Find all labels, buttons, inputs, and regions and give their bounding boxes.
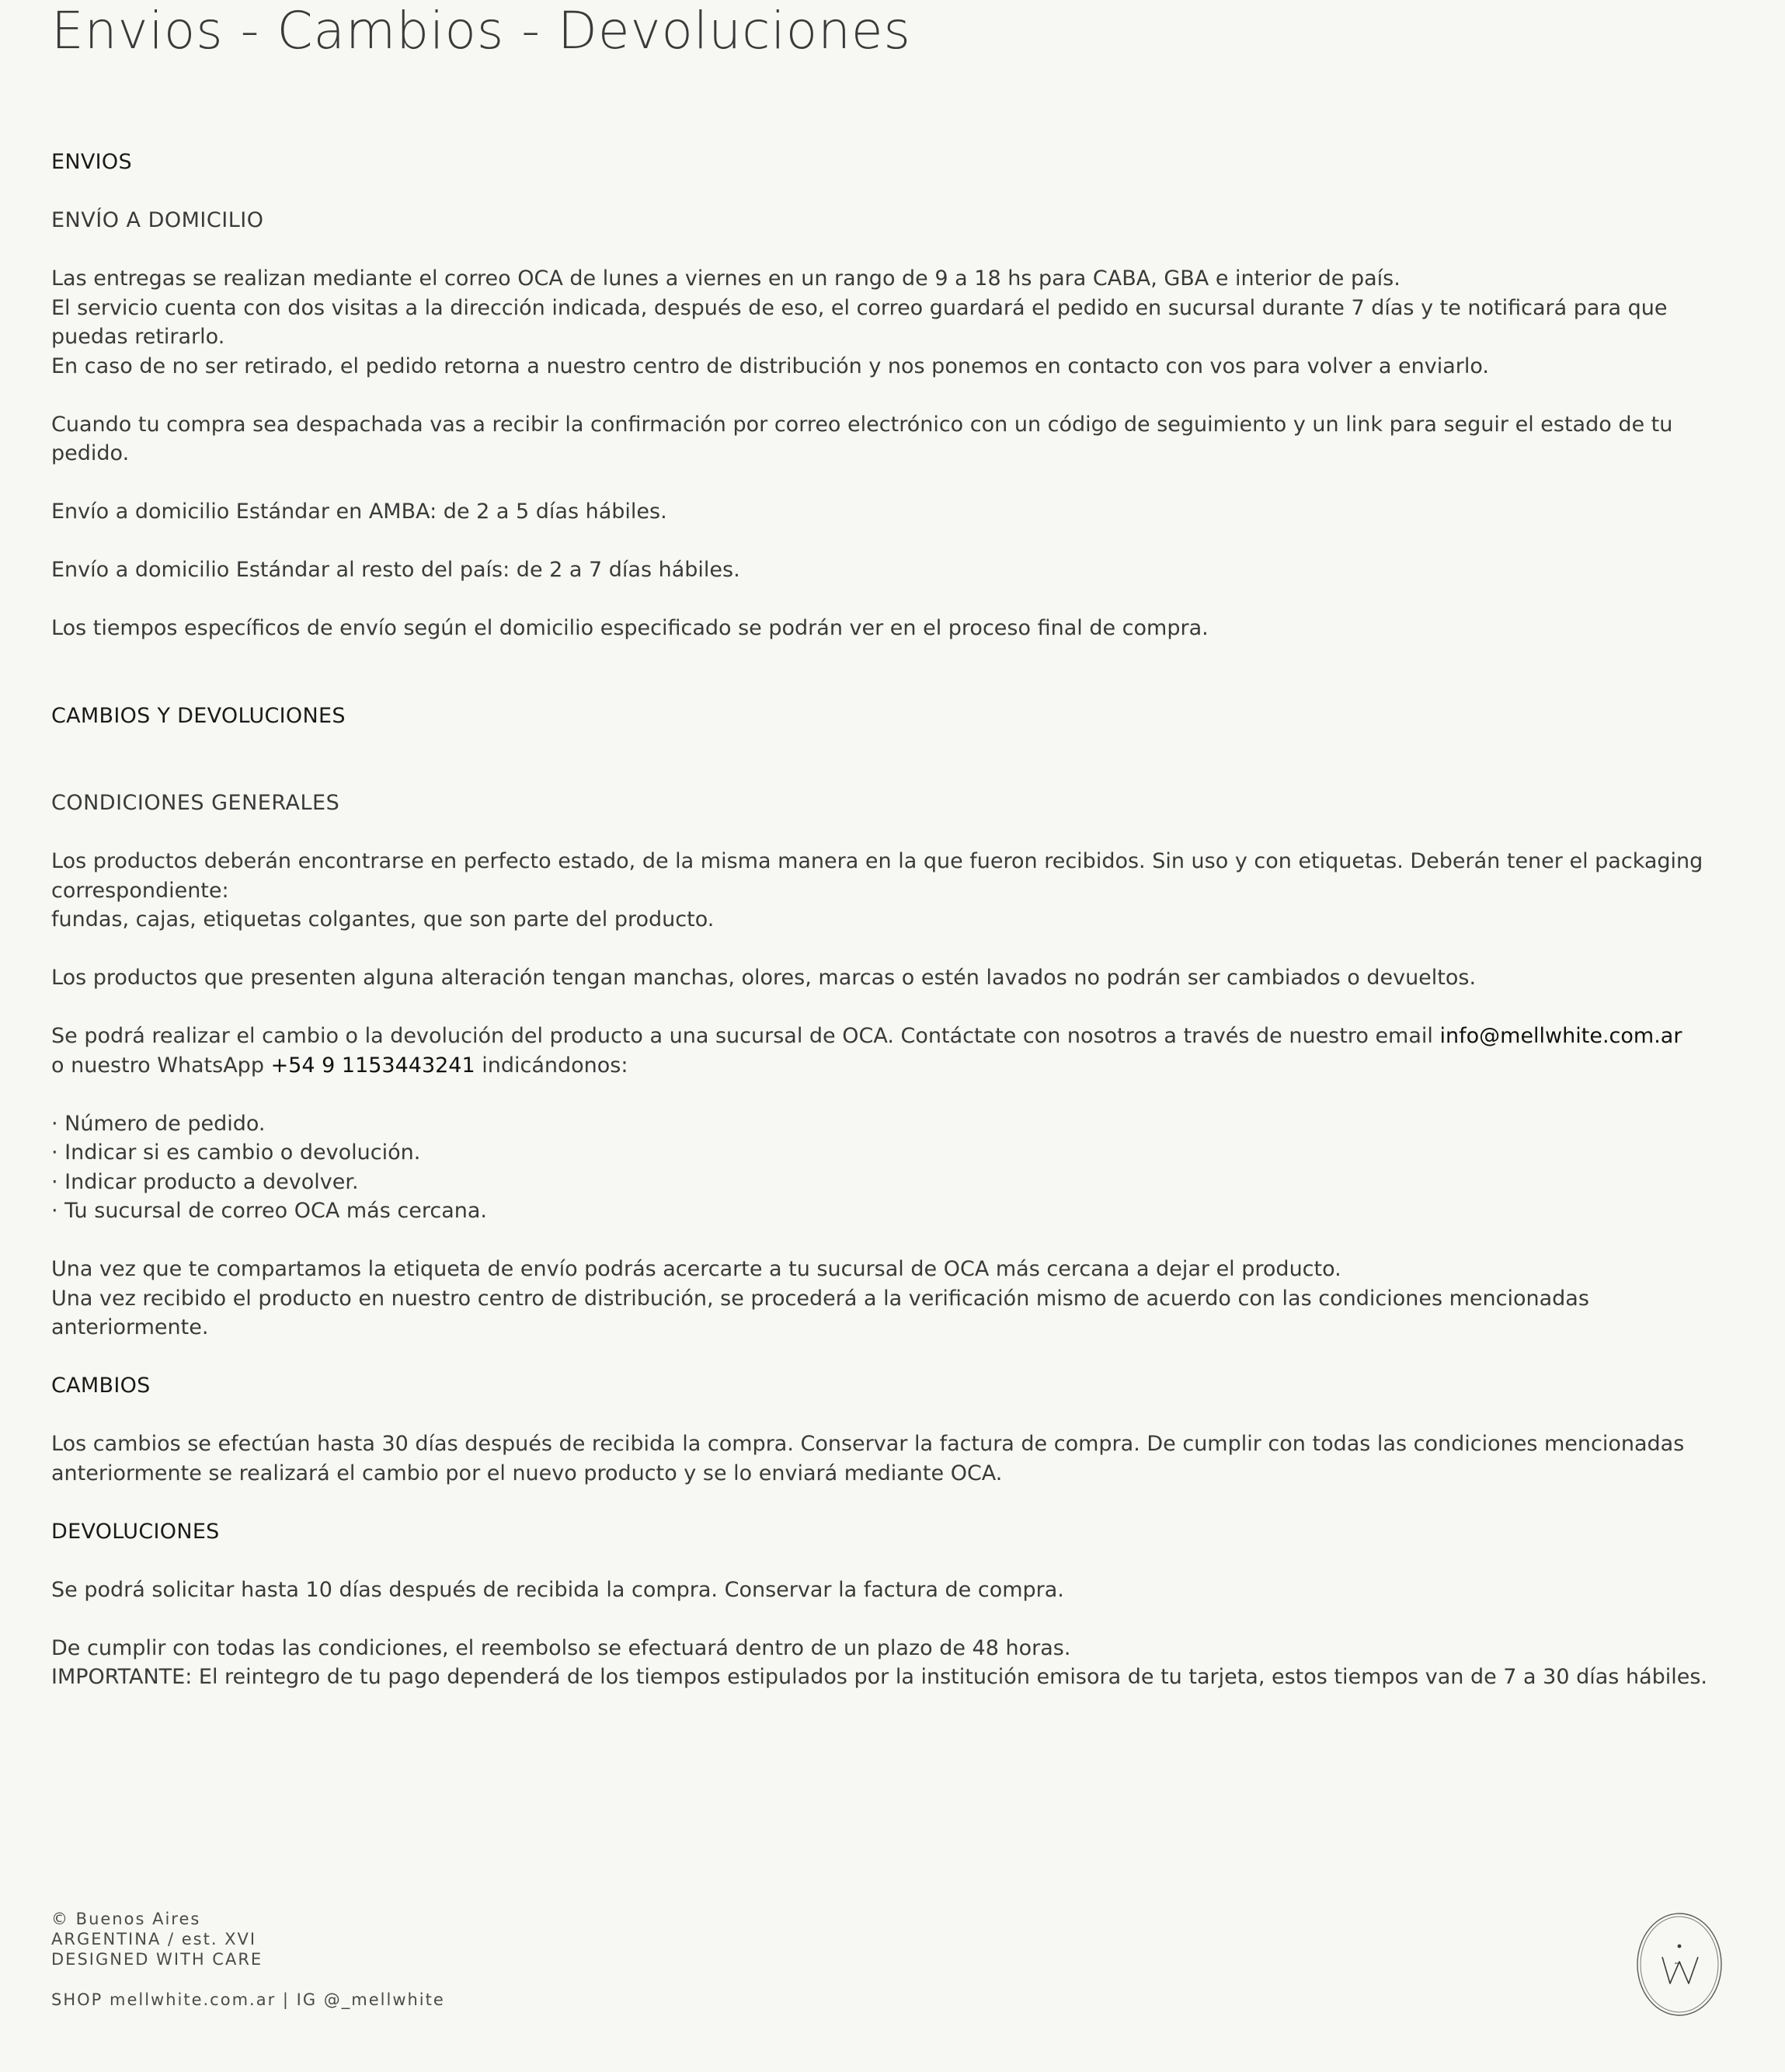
paragraph-line: Cuando tu compra sea despachada vas a recibir la confirmación por correo electrónico con un código de seguimiento y un link para seguir el estado de tu <box>51 412 1673 437</box>
footer-location: © Buenos Aires <box>51 1910 201 1928</box>
paragraph-line: Los productos deberán encontrarse en perfecto estado, de la misma manera en la que fueron recibidos. Sin uso y con etiquetas. Deberán tener el packaging <box>51 849 1703 873</box>
subheading-envio-domicilio: ENVÍO A DOMICILIO <box>51 208 264 232</box>
paragraph-line <box>51 1022 1745 1051</box>
email-link[interactable]: info@mellwhite.com.ar <box>1439 1024 1682 1048</box>
section-heading-envios: ENVIOS <box>51 150 132 174</box>
contact-text: indicándonos: <box>482 1053 628 1078</box>
paragraph-line: pedido. <box>51 441 130 465</box>
paragraph-line: Envío a domicilio Estándar al resto del país: de 2 a 7 días hábiles. <box>51 558 740 582</box>
contact-text: Se podrá realizar el cambio o la devolución del producto a una sucursal de OCA. Contáctate con nosotros a través de nuestro email <box>51 1024 1433 1048</box>
contact-text: o nuestro WhatsApp <box>51 1053 264 1078</box>
section-heading-cambios-devoluciones: CAMBIOS Y DEVOLUCIONES <box>51 703 346 728</box>
paragraph-line: Una vez que te compartamos la etiqueta de envío podrás acercarte a tu sucursal de OCA más cercana a dejar el producto. <box>51 1257 1341 1281</box>
paragraph-line <box>51 1051 1745 1081</box>
paragraph-line: Envío a domicilio Estándar en AMBA: de 2 a 5 días hábiles. <box>51 500 667 524</box>
paragraph-line: correspondiente: <box>51 878 229 903</box>
list-item: · Número de pedido. <box>51 1111 266 1136</box>
list-item: · Indicar producto a devolver. <box>51 1169 359 1194</box>
paragraph-line: Las entregas se realizan mediante el correo OCA de lunes a viernes en un rango de 9 a 18 hs para CABA, GBA e interior de país. <box>51 266 1401 291</box>
paragraph-line: anteriormente. <box>51 1315 209 1339</box>
paragraph-line: Los tiempos específicos de envío según el domicilio especificado se podrán ver en el proceso final de compra. <box>51 616 1209 640</box>
paragraph-line: IMPORTANTE: El reintegro de tu pago dependerá de los tiempos estipulados por la institución emisora de tu tarjeta, estos tiempos van de 7 a 30 días hábiles. <box>51 1665 1708 1689</box>
subheading-condiciones-generales: CONDICIONES GENERALES <box>51 791 340 815</box>
paragraph-line: Los productos que presenten alguna alteración tengan manchas, olores, marcas o estén lavados no podrán ser cambiados o devueltos. <box>51 966 1477 990</box>
paragraph-line: De cumplir con todas las condiciones, el reembolso se efectuará dentro de un plazo de 48 horas. <box>51 1635 1071 1660</box>
footer <box>51 1909 445 2010</box>
paragraph-line: El servicio cuenta con dos visitas a la dirección indicada, después de eso, el correo guardará el pedido en sucursal durante 7 días y te notificará para que <box>51 295 1668 320</box>
footer-tagline: DESIGNED WITH CARE <box>51 1950 263 1969</box>
paragraph-line: fundas, cajas, etiquetas colgantes, que son parte del producto. <box>51 907 715 932</box>
section-heading-devoluciones: DEVOLUCIONES <box>51 1519 220 1544</box>
paragraph-line: puedas retirarlo. <box>51 325 225 349</box>
policy-body <box>51 148 1745 1692</box>
paragraph-line: anteriormente se realizará el cambio por el nuevo producto y se lo enviará mediante OCA. <box>51 1461 1003 1485</box>
list-item: · Tu sucursal de correo OCA más cercana. <box>51 1199 487 1223</box>
footer-country: ARGENTINA / est. XVI <box>51 1930 257 1948</box>
list-item: · Indicar si es cambio o devolución. <box>51 1140 421 1165</box>
footer-links[interactable]: SHOP mellwhite.com.ar | IG @_mellwhite <box>51 1990 445 2009</box>
page-title: Envios - Cambios - Devoluciones <box>51 1 911 61</box>
whatsapp-link[interactable]: +54 9 1153443241 <box>270 1053 475 1078</box>
paragraph-line: Se podrá solicitar hasta 10 días después de recibida la compra. Conservar la factura de compra. <box>51 1577 1064 1602</box>
section-heading-cambios: CAMBIOS <box>51 1374 151 1398</box>
paragraph-line: En caso de no ser retirado, el pedido retorna a nuestro centro de distribución y nos ponemos en contacto con vos para volver a enviarlo. <box>51 353 1489 378</box>
paragraph-line: Los cambios se efectúan hasta 30 días después de recibida la compra. Conservar la factura de compra. De cumplir con todas las condiciones mencionadas <box>51 1432 1685 1456</box>
paragraph-line: Una vez recibido el producto en nuestro centro de distribución, se procederá a la verificación mismo de acuerdo con las condiciones mencionadas <box>51 1286 1589 1311</box>
brand-monogram-seal-icon[interactable] <box>1636 1912 1723 2017</box>
